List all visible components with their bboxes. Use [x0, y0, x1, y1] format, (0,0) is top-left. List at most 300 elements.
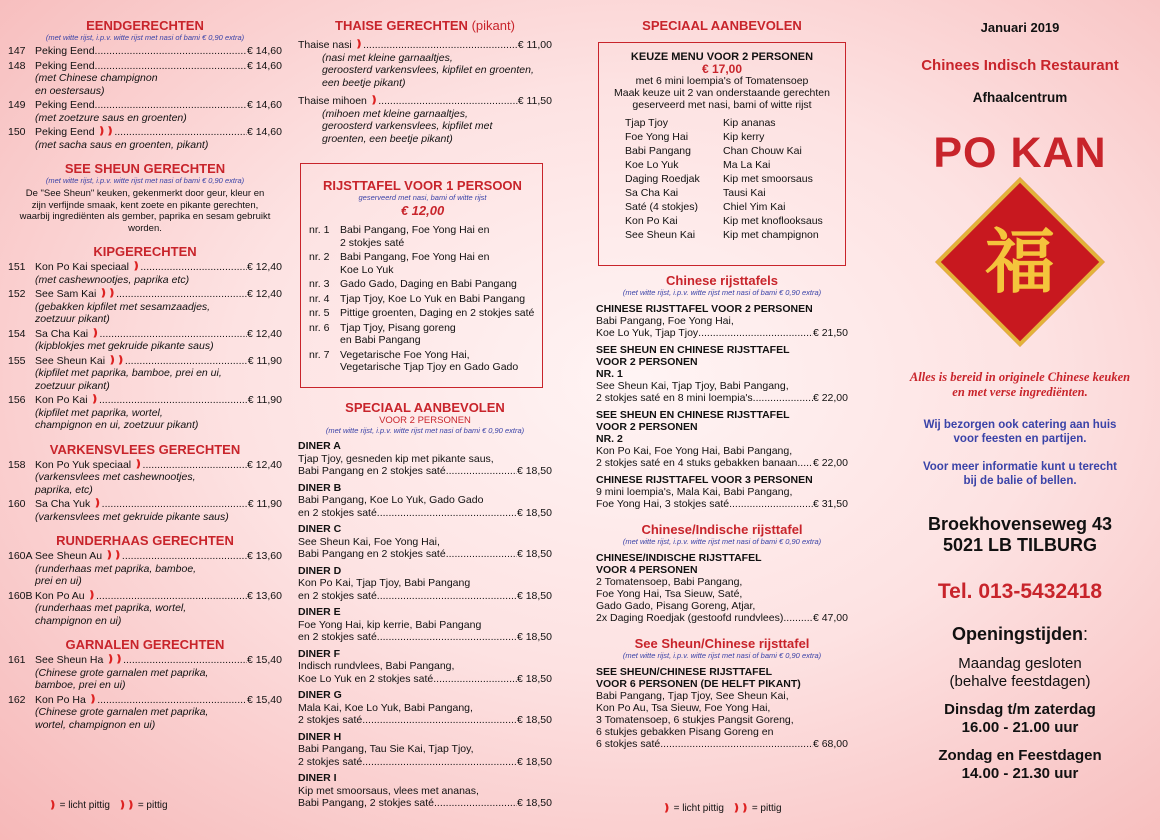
item-number: 155	[8, 354, 26, 367]
item-number: 152	[8, 288, 26, 300]
keuze-dish: Chiel Yim Kai	[723, 201, 786, 213]
rijsttafel-1-note: geserveerd met nasi, bami of witte rijst	[358, 193, 487, 202]
chili-icon: ❫	[134, 458, 143, 470]
chili-icon: ❫❫	[105, 550, 122, 561]
legend-light-label: = licht pittig	[59, 800, 110, 811]
rijsttafel-item	[596, 666, 848, 750]
speciaal-title: SPECIAAL AANBEVOLEN	[345, 400, 505, 415]
chili-icon: ❫	[369, 95, 379, 106]
rijsttafel-heading: CHINESE RIJSTTAFEL VOOR 3 PERSONEN	[596, 474, 813, 486]
section-title: GARNALEN GERECHTEN	[65, 637, 225, 652]
item-description: (runderhaas met paprika, bamboe, prei en ui)	[35, 562, 197, 587]
chili-icon: ❫❫	[97, 126, 115, 137]
keuze-dish: Sa Cha Kai	[625, 187, 679, 199]
rijsttafel-price: € 31,50	[812, 498, 848, 510]
leader-dots	[114, 126, 247, 139]
item-name: Kon Po Au	[35, 589, 85, 602]
item-description: (met cashewnootjes, paprika etc)	[35, 273, 190, 286]
menu-item	[8, 60, 282, 98]
phone-number: Tel. 013-5432418	[937, 580, 1103, 603]
indische-rijsttafel	[596, 552, 848, 624]
keuze-dish: Daging Roedjak	[625, 173, 700, 185]
leader-dots	[100, 328, 247, 341]
rijsttafel-option	[309, 224, 536, 249]
item-price: € 11,90	[247, 354, 282, 367]
rijsttafel-item	[596, 344, 848, 404]
see-sheun-rijsttafel-note: (met witte rijst, i.p.v. witte rijst met nasi of bami € 0,90 extra)	[622, 651, 822, 660]
item-description: (kipfilet met paprika, wortel, champignon en ui, zoetzuur pikant)	[35, 406, 199, 431]
leader-dots	[362, 714, 517, 727]
menu-item-row	[8, 355, 282, 368]
keuze-dish: Tjap Tjoy	[625, 117, 668, 129]
keuze-dish: Kip met smoorsaus	[723, 173, 813, 185]
rijsttafel-price: € 22,00	[812, 392, 848, 404]
leader-dots	[377, 631, 517, 644]
chili-icon: ❫	[87, 589, 97, 601]
item-price: € 11,90	[247, 498, 282, 510]
menu-item-row	[8, 394, 282, 407]
diner-item	[298, 523, 552, 561]
restaurant-name: PO KAN	[933, 129, 1107, 177]
chili-icon: ❫	[88, 693, 98, 705]
indische-title: Chinese/Indische rijsttafel	[641, 522, 803, 537]
item-number: 149	[8, 99, 26, 111]
thai-item	[298, 95, 552, 145]
leader-dots	[753, 392, 813, 404]
item-price: € 14,60	[246, 45, 282, 57]
menu-item	[8, 654, 282, 692]
rijsttafel-heading: CHINESE RIJSTTAFEL VOOR 2 PERSONEN	[596, 303, 813, 315]
opening-hours-title: Openingstijden:	[951, 624, 1089, 644]
rijsttafel-dishes-last: 2 stokjes saté en 8 mini loempia's	[596, 392, 753, 404]
keuze-dish: Chan Chouw Kai	[723, 145, 802, 157]
leader-dots	[122, 550, 247, 563]
rijsttafel-option	[309, 322, 536, 347]
menu-item-row	[8, 459, 282, 472]
leader-dots	[433, 673, 517, 686]
rijsttafel-price-row	[596, 457, 848, 469]
rijsttafel-item	[596, 474, 848, 510]
left-menu-column	[0, 0, 290, 840]
diner-price: € 18,50	[516, 589, 552, 602]
item-number: 150	[8, 126, 26, 138]
diner-price-row	[298, 714, 552, 727]
diner-title: DINER I	[298, 772, 337, 784]
section-title: SEE SHEUN GERECHTEN	[64, 161, 226, 176]
diner-price: € 18,50	[516, 797, 552, 809]
hours-sunday: Zondag en Feestdagen 14.00 - 21.30 uur	[938, 747, 1102, 782]
diner-price: € 18,50	[516, 506, 552, 519]
diner-line: Koe Lo Yuk en 2 stokjes saté	[298, 672, 434, 685]
option-dishes: Pittige groenten, Daging en 2 stokjes saté	[340, 307, 535, 319]
diner-price: € 18,50	[516, 631, 552, 643]
menu-item-row	[8, 261, 282, 274]
afhaal-label: Afhaalcentrum	[972, 90, 1068, 105]
chili-icon: ❫	[354, 39, 364, 50]
rijsttafel-price: € 47,00	[812, 612, 848, 624]
keuze-dish: Ma La Kai	[723, 159, 771, 171]
option-number: nr. 6	[309, 321, 330, 334]
leader-dots	[125, 355, 248, 368]
item-name: See Sheun Ha	[35, 654, 104, 666]
item-number: 158	[8, 458, 26, 471]
diner-title: DINER H	[298, 730, 342, 743]
item-name: See Sheun Au	[35, 550, 103, 562]
diner-price-row	[298, 797, 552, 810]
leader-dots	[99, 394, 248, 407]
keuze-menu-title: KEUZE MENU VOOR 2 PERSONEN	[630, 51, 814, 63]
item-name: Kon Po Yuk speciaal	[35, 458, 132, 471]
diner-line: Indisch rundvlees, Babi Pangang,	[298, 660, 455, 672]
diner-item	[298, 440, 552, 478]
menu-item-row	[8, 498, 282, 511]
rijsttafel-item	[596, 409, 848, 469]
chili-icon: ❫❫	[99, 288, 117, 299]
speciaal-2p-block	[298, 400, 552, 810]
fu-character: 福	[985, 220, 1055, 303]
diner-title: DINER A	[298, 440, 341, 452]
menu-item	[8, 498, 282, 523]
thai-dish-list	[298, 39, 552, 145]
rijsttafel-option	[309, 293, 536, 306]
rijsttafel-dishes: Kon Po Kai, Foe Yong Hai, Babi Pangang,	[596, 445, 793, 457]
leader-dots	[363, 39, 518, 52]
menu-item-row	[8, 60, 282, 73]
keuze-menu-box	[598, 42, 846, 266]
catering-note: Wij bezorgen ook catering aan huis voor feesten en partijen.	[923, 419, 1117, 445]
option-dishes: Gado Gado, Daging en Babi Pangang	[340, 278, 517, 290]
rijsttafel-heading: SEE SHEUN EN CHINESE RIJSTTAFEL VOOR 2 PERSONEN NR. 2	[596, 409, 790, 445]
keuze-dish: Tausi Kai	[723, 187, 766, 199]
rijsttafel-option	[309, 278, 536, 291]
item-description: (mihoen met kleine garnaaltjes, geroosterd varkensvlees, kipfilet met groenten, een beetje pikant)	[322, 107, 493, 145]
leader-dots	[377, 507, 517, 520]
rijsttafel-1-box	[300, 163, 543, 388]
menu-item-row	[8, 288, 282, 301]
item-description: (Chinese grote garnalen met paprika, bamboe, prei en ui)	[35, 666, 209, 691]
chili-icon: ❫	[91, 327, 100, 339]
keuze-dish: Foe Yong Hai	[625, 131, 689, 143]
keuze-dish: Kip kerry	[723, 131, 765, 143]
item-number: 151	[8, 261, 26, 273]
diner-price: € 18,50	[516, 714, 552, 726]
speciaal-aanbevolen-title: SPECIAAL AANBEVOLEN	[642, 18, 802, 33]
diner-line: Kip met smoorsaus, vlees met ananas,	[298, 784, 479, 797]
see-sheun-rijsttafel	[596, 666, 848, 750]
keuze-dish: Kip ananas	[723, 117, 776, 129]
rijsttafel-dishes-last: 2x Daging Roedjak (gestoofd rundvlees)	[596, 612, 784, 624]
item-name: Thaise nasi	[298, 39, 352, 51]
item-price: € 11,00	[517, 39, 552, 51]
item-price: € 13,60	[246, 550, 282, 562]
diner-line: en 2 stokjes saté	[298, 631, 377, 643]
item-name: See Sheun Kai	[35, 354, 106, 367]
rijsttafel-price: € 22,00	[812, 457, 848, 469]
item-description: (gebakken kipfilet met sesamzaadjes, zoetzuur pikant)	[35, 300, 211, 325]
leader-dots	[446, 548, 517, 561]
item-name: Sa Cha Kai	[35, 327, 89, 340]
keuze-menu-dishes	[625, 117, 839, 241]
item-price: € 15,40	[246, 654, 282, 666]
rijsttafel-dishes: 2 Tomatensoep, Babi Pangang, Foe Yong Hai, Tsa Sieuw, Saté, Gado Gado, Pisang Goreng, Atjar,	[596, 576, 756, 612]
option-number: nr. 7	[309, 348, 330, 361]
item-price: € 14,60	[246, 99, 282, 111]
rijsttafel-option	[309, 307, 536, 320]
rijsttafel-1-price: € 12,00	[400, 203, 445, 218]
item-description: (met Chinese champignon en oestersaus)	[35, 72, 158, 97]
diner-line: Babi Pangang, 2 stokjes saté	[298, 797, 435, 809]
diner-title: DINER F	[298, 647, 340, 660]
diner-line: 2 stokjes saté	[298, 755, 363, 768]
rijsttafel-price-row	[596, 392, 848, 404]
leader-dots	[123, 654, 247, 667]
keuze-dish: Kip met knoflooksaus	[723, 215, 823, 227]
diner-line: en 2 stokjes saté	[298, 589, 377, 602]
diner-line: en 2 stokjes saté	[298, 506, 377, 519]
leader-dots	[698, 327, 813, 339]
rijsttafel-price-row	[596, 327, 848, 339]
keuze-menu-line-3: geserveerd met nasi, bami of witte rijst	[632, 99, 812, 111]
menu-item	[8, 459, 282, 497]
rijsttafel-dishes: Babi Pangang, Foe Yong Hai,	[596, 315, 734, 327]
diner-title: DINER G	[298, 689, 342, 701]
rijsttafel-price-row	[596, 612, 848, 624]
item-price: € 13,60	[246, 589, 282, 602]
option-number: nr. 3	[309, 278, 330, 290]
item-name: Peking Eend	[35, 126, 95, 138]
leader-dots	[95, 60, 247, 73]
diner-line: See Sheun Kai, Foe Yong Hai,	[298, 535, 440, 548]
diner-price-row	[298, 756, 552, 769]
rijsttafel-price-row	[596, 498, 848, 510]
diner-line: Mala Kai, Koe Lo Yuk, Babi Pangang,	[298, 701, 473, 714]
diner-line: 2 stokjes saté	[298, 714, 363, 726]
rijsttafel-dishes: 9 mini loempia's, Mala Kai, Babi Pangang,	[596, 486, 793, 498]
section-title: VARKENSVLEES GERECHTEN	[49, 441, 241, 457]
diner-price-row	[298, 673, 552, 686]
diner-price-row	[298, 590, 552, 603]
option-dishes: Tjap Tjoy, Pisang goreng en Babi Pangang	[340, 321, 456, 346]
item-number: 160	[8, 498, 26, 510]
leader-dots	[143, 459, 247, 472]
diner-line: Babi Pangang, Koe Lo Yuk, Gado Gado	[298, 494, 484, 506]
item-price: € 14,60	[246, 59, 282, 72]
diner-item	[298, 772, 552, 810]
menu-item	[8, 694, 282, 732]
diner-line: Kon Po Kai, Tjap Tjoy, Babi Pangang	[298, 577, 471, 589]
diner-item	[298, 606, 552, 644]
diner-line: Babi Pangang en 2 stokjes saté	[298, 548, 446, 560]
diner-list	[298, 440, 552, 810]
item-price: € 12,40	[246, 458, 282, 471]
item-name: Peking Eend	[35, 99, 95, 111]
diner-line: Babi Pangang, Tau Sie Kai, Tjap Tjoy,	[298, 743, 474, 755]
menu-item-row	[8, 45, 282, 58]
rijsttafel-heading: CHINESE/INDISCHE RIJSTTAFEL VOOR 4 PERSONEN	[596, 552, 762, 576]
item-description: (runderhaas met paprika, wortel, champignon en ui)	[35, 602, 187, 627]
menu-item-row	[8, 328, 282, 341]
rijsttafel-item	[596, 303, 848, 339]
menu-item-row	[8, 654, 282, 667]
item-name: See Sam Kai	[35, 288, 97, 300]
diner-title: DINER C	[298, 523, 342, 535]
item-number: 161	[8, 654, 26, 666]
keuze-dish: Kip met champignon	[723, 229, 819, 241]
leader-dots	[95, 99, 247, 112]
menu-item	[8, 261, 282, 286]
diner-title: DINER B	[298, 481, 342, 494]
item-number: 148	[8, 59, 26, 72]
item-name: Kon Po Kai	[35, 394, 88, 406]
chinese-rijsttafels-block	[596, 273, 848, 750]
menu-item	[8, 99, 282, 124]
option-dishes: Babi Pangang, Foe Yong Hai en Koe Lo Yuk	[340, 251, 490, 276]
item-name: Peking Eend	[35, 45, 95, 57]
item-description: (Chinese grote garnalen met paprika, wortel, champignon en ui)	[35, 706, 209, 731]
menu-item	[8, 355, 282, 393]
diner-price: € 18,50	[516, 755, 552, 768]
menu-item	[8, 288, 282, 326]
item-description: (nasi met kleine garnaaltjes, geroosterd varkensvlees, kipfilet en groenten, een beetje pikant)	[322, 51, 534, 89]
item-price: € 11,50	[517, 95, 552, 107]
menu-item	[8, 45, 282, 58]
item-description: (varkensvlees met gekruide pikante saus)	[35, 510, 229, 523]
item-number: 160B	[8, 589, 33, 602]
diner-title: DINER E	[298, 606, 341, 618]
tagline: Alles is bereid in originele Chinese keuken en met verse ingrediënten.	[909, 370, 1131, 399]
middle-menu-column	[294, 0, 556, 840]
leader-dots	[660, 738, 813, 750]
menu-item	[8, 394, 282, 432]
item-name: Kon Po Ha	[35, 693, 86, 706]
section-note: (met witte rijst, i.p.v. witte rijst met nasi of bami € 0,90 extra)	[45, 176, 245, 185]
menu-item	[8, 550, 282, 588]
keuze-dish: Saté (4 stokjes)	[625, 201, 698, 213]
rijsttafel-dishes-last: Foe Yong Hai, 3 stokjes saté	[596, 498, 730, 510]
rijsttafel-1-title: RIJSTTAFEL VOOR 1 PERSOON	[323, 178, 522, 193]
diner-price: € 18,50	[516, 465, 552, 477]
menu-item-row	[8, 126, 282, 139]
option-dishes: Tjap Tjoy, Koe Lo Yuk en Babi Pangang	[340, 292, 526, 305]
speciaal-subtitle: VOOR 2 PERSONEN	[379, 415, 471, 426]
item-number: 154	[8, 327, 26, 340]
keuze-menu-price: € 17,00	[701, 62, 743, 76]
chili-icon: ❫	[90, 394, 99, 405]
menu-item-row	[8, 590, 282, 603]
rijsttafel-dishes-last: 6 stokjes saté	[596, 738, 661, 750]
item-description: (kipfilet met paprika, bamboe, prei en ui, zoetzuur pikant)	[35, 367, 222, 392]
leader-dots	[729, 498, 813, 510]
item-name: Thaise mihoen	[298, 95, 367, 107]
rijsttafel-1-options	[309, 224, 536, 374]
thai-section-title: THAISE GERECHTEN (pikant)	[335, 18, 515, 33]
menu-item-row	[8, 550, 282, 563]
indische-note: (met witte rijst, i.p.v. witte rijst met nasi of bami € 0,90 extra)	[622, 537, 822, 546]
leader-dots	[96, 590, 247, 603]
item-price: € 14,60	[246, 126, 282, 138]
leader-dots	[446, 465, 517, 478]
diner-line: Tjap Tjoy, gesneden kip met pikante saus,	[298, 452, 494, 465]
diner-item	[298, 565, 552, 603]
leader-dots	[102, 498, 248, 511]
leader-dots	[140, 261, 247, 274]
diner-title: DINER D	[298, 564, 342, 577]
item-name: Sa Cha Yuk	[35, 498, 91, 510]
leader-dots	[97, 694, 247, 707]
rijsttafel-dishes: See Sheun Kai, Tjap Tjoy, Babi Pangang,	[596, 380, 789, 392]
diner-price: € 18,50	[516, 672, 552, 685]
info-note: Voor meer informatie kunt u terecht bij de balie of bellen.	[922, 461, 1118, 487]
item-price: € 12,40	[246, 327, 282, 340]
chili-icon: ❫	[131, 261, 141, 272]
leader-dots	[783, 612, 813, 624]
cover-panel	[880, 0, 1160, 840]
leader-dots	[95, 45, 247, 58]
diner-price-row	[298, 631, 552, 644]
rijsttafel-dishes-last: Koe Lo Yuk, Tjap Tjoy	[596, 327, 699, 339]
diner-item	[298, 482, 552, 520]
option-number: nr. 4	[309, 292, 330, 305]
thai-item	[298, 39, 552, 89]
chinese-rijsttafels-title: Chinese rijsttafels	[666, 273, 778, 288]
option-number: nr. 5	[309, 307, 330, 319]
leader-dots	[434, 797, 517, 810]
item-number: 147	[8, 45, 26, 57]
chinese-rijsttafels-list	[596, 303, 848, 510]
diner-item	[298, 689, 552, 727]
diner-price-row	[298, 465, 552, 478]
rijsttafel-dishes: Babi Pangang, Tjap Tjoy, See Sheun Kai, Kon Po Au, Tsa Sieuw, Foe Yong Hai, 3 Tomatensoep, 6 stukjes Pangsit Goreng, 6 stukjes gebakken Pisang Goreng en	[596, 690, 794, 738]
address	[886, 514, 1154, 556]
chili-icon: ❫❫	[108, 354, 125, 366]
keuze-menu-line-2: Maak keuze uit 2 van onderstaande gerechten	[614, 87, 830, 99]
keuze-menu-line-1: met 6 mini loempia's of Tomatensoep	[635, 75, 809, 87]
right-menu-column	[592, 0, 852, 840]
rijsttafel-option	[309, 349, 536, 374]
item-description: (met sacha saus en groenten, pikant)	[35, 138, 209, 151]
hours-tue-sat: Dinsdag t/m zaterdag 16.00 - 21.00 uur	[944, 701, 1096, 736]
diner-price-row	[298, 548, 552, 561]
rijsttafel-price: € 21,50	[812, 327, 848, 339]
leader-dots	[797, 457, 813, 469]
chili-light-icon: ❫	[48, 800, 57, 811]
city: 5021 LB TILBURG	[942, 535, 1098, 555]
item-price: € 11,90	[247, 394, 282, 406]
rijsttafel-dishes-last: 2 stokjes saté en 4 stuks gebakken banaan	[596, 457, 798, 469]
restaurant-type: Chinees Indisch Restaurant	[921, 57, 1119, 74]
diner-item	[298, 648, 552, 686]
item-name: Kon Po Kai speciaal	[35, 261, 129, 273]
street: Broekhovenseweg 43	[927, 514, 1113, 534]
rijsttafel-option	[309, 251, 536, 276]
item-description: (met zoetzure saus en groenten)	[35, 111, 187, 124]
menu-item-row	[8, 694, 282, 707]
chinese-rijsttafels-note: (met witte rijst, i.p.v. witte rijst met nasi of bami € 0,90 extra)	[622, 288, 822, 297]
chili-hot-icon: ❫❫	[118, 800, 136, 811]
rijsttafel-heading: SEE SHEUN EN CHINESE RIJSTTAFEL VOOR 2 PERSONEN NR. 1	[596, 344, 790, 380]
rijsttafel-heading: SEE SHEUN/CHINESE RIJSTTAFEL VOOR 6 PERSONEN (DE HELFT PIKANT)	[596, 666, 801, 690]
item-name: Peking Eend	[35, 59, 95, 72]
keuze-dish: See Sheun Kai	[625, 229, 696, 241]
diner-item	[298, 731, 552, 769]
item-number: 160A	[8, 550, 33, 562]
thai-item-row	[298, 95, 552, 108]
section-title: EENDGERECHTEN	[86, 18, 204, 33]
leader-dots	[377, 590, 517, 603]
diner-line: Babi Pangang en 2 stokjes saté	[298, 465, 446, 477]
keuze-dish: Koe Lo Yuk	[625, 159, 679, 171]
spice-legend-left	[8, 800, 208, 811]
